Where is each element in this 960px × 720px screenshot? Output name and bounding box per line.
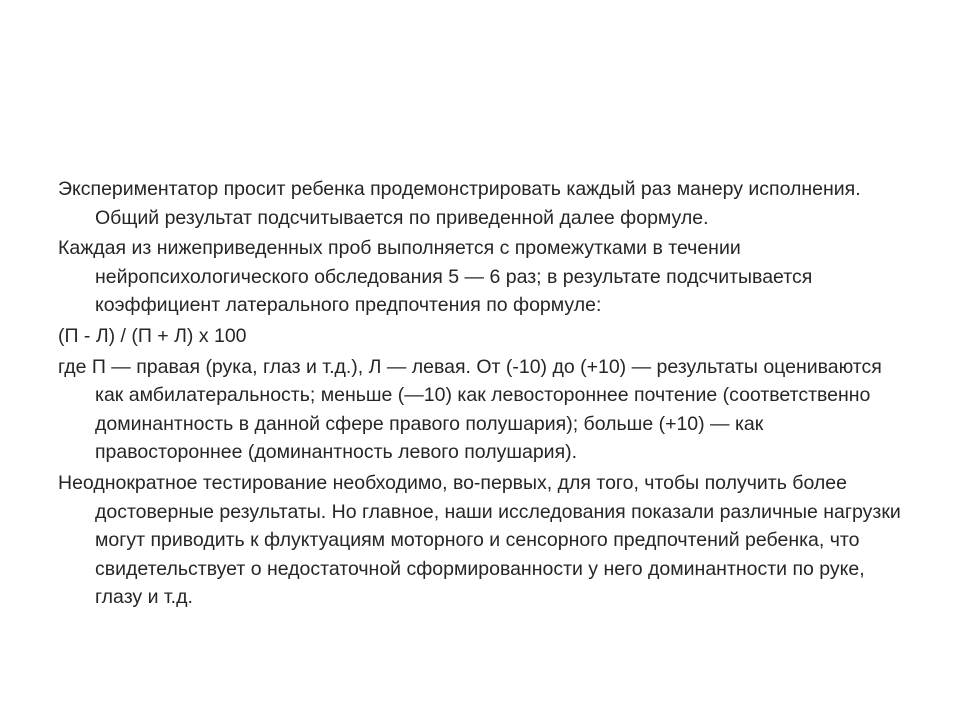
paragraph-formula: (П - Л) / (П + Л) х 100 — [58, 324, 247, 347]
paragraph-procedure: Каждая из нижеприведенных проб выполняется с промежутками в течении нейропсихологического обследования 5 — 6 раз; в результате подсчитывается коэффициент латерального предпочтения по формуле: — [58, 237, 813, 317]
paragraph-interpretation: где П — правая (рука, глаз и т.д.), Л — левая. От (-10) до (+10) — результаты оцениваются как амбилатеральность; меньше (—10) как левостороннее почтение (соответственно доминантность в данной сфере правого полушария); больше (+10) — как правостороннее (доминантность левого полушария). — [58, 355, 882, 464]
paragraph-rationale: Неоднократное тестирование необходимо, во-первых, для того, чтобы получить более достоверные результаты. Но главное, наши исследования показали различные нагрузки могут приводить к флуктуациям моторного и сенсорного предпочтений ребенка, что свидетельствует о недостаточной сформированности у него доминантности по руке, глазу и т.д. — [58, 471, 901, 609]
paragraph-instruction: Экспериментатор просит ребенка продемонстрировать каждый раз манеру исполнения. Общий результат подсчитывается по приведенной далее формуле. — [58, 178, 861, 229]
slide-body-text — [58, 175, 906, 614]
